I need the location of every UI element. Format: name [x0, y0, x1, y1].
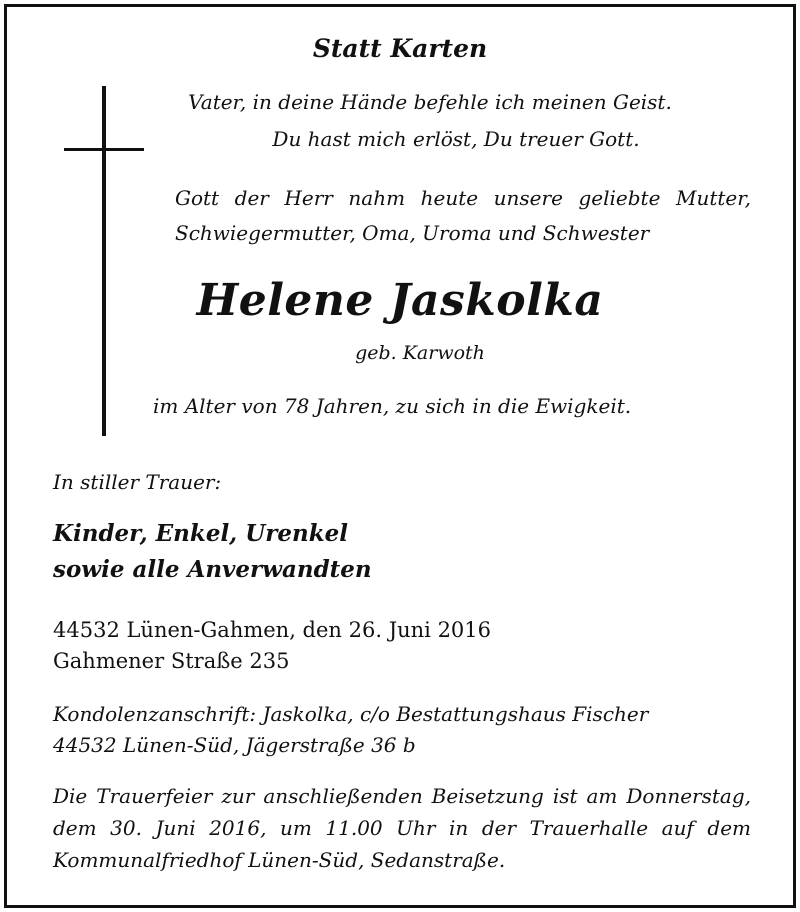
funeral-line-1: Die Trauerfeier zur anschließenden Beisetzung ist am Donnerstag, [53, 784, 751, 808]
address-line-1: 44532 Lünen-Gahmen, den 26. Juni 2016 [53, 618, 492, 642]
bible-quote-line-2: Du hast mich erlöst, Du treuer Gott. [272, 127, 640, 151]
condolence-line-2: 44532 Lünen-Süd, Jägerstraße 36 b [53, 733, 416, 757]
deceased-name: Helene Jaskolka [196, 275, 604, 326]
maiden-name: geb. Karwoth [355, 342, 485, 364]
bible-quote-line-1: Vater, in deine Hände befehle ich meinen Geist. [188, 90, 672, 114]
mourning-label: In stiller Trauer: [53, 470, 222, 494]
intro-line-2: Schwiegermutter, Oma, Uroma und Schwester [175, 221, 650, 245]
intro-line-1: Gott der Herr nahm heute unsere geliebte Mutter, [175, 186, 751, 210]
age-line: im Alter von 78 Jahren, zu sich in die Ewigkeit. [153, 394, 632, 418]
condolence-line-1: Kondolenzanschrift: Jaskolka, c/o Bestattungshaus Fischer [53, 702, 649, 726]
funeral-line-3: Kommunalfriedhof Lünen-Süd, Sedanstraße. [53, 848, 506, 872]
family-line-2: sowie alle Anverwandten [53, 556, 372, 583]
notice-header: Statt Karten [312, 34, 488, 63]
family-line-1: Kinder, Enkel, Urenkel [53, 520, 349, 547]
funeral-line-2: dem 30. Juni 2016, um 11.00 Uhr in der Trauerhalle auf dem [53, 816, 751, 840]
address-line-2: Gahmener Straße 235 [53, 649, 290, 673]
